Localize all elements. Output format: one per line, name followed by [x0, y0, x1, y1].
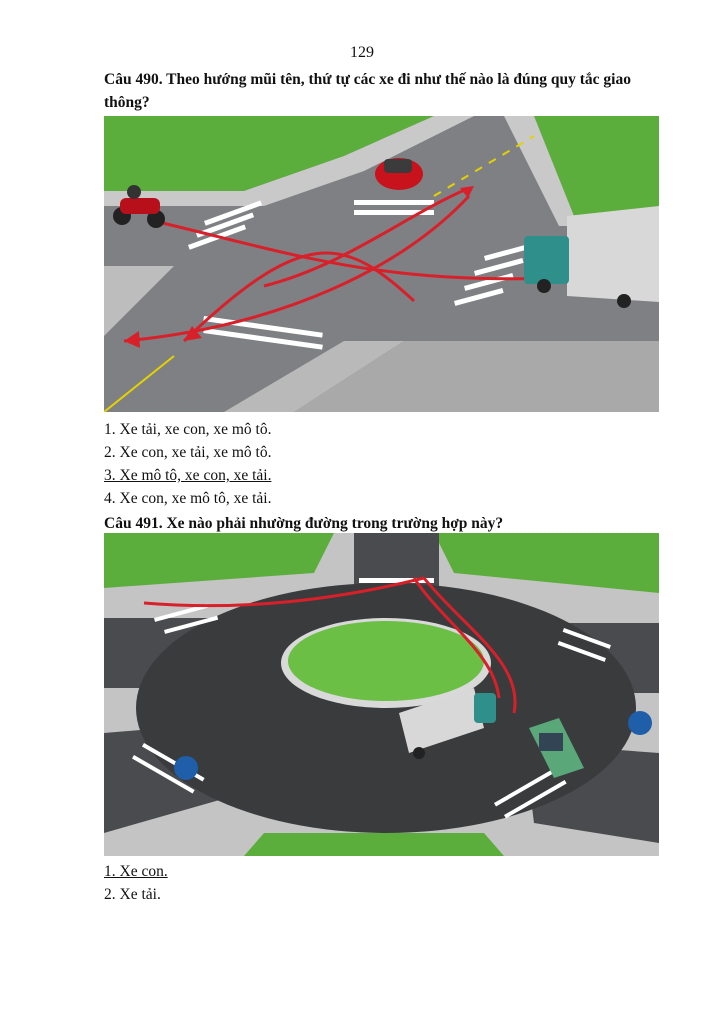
- answer-option[interactable]: 1. Xe tải, xe con, xe mô tô.: [104, 421, 272, 438]
- question-491-figure: [104, 533, 659, 856]
- answer-option-correct[interactable]: 3. Xe mô tô, xe con, xe tải.: [104, 467, 272, 484]
- intersection-illustration: [104, 116, 659, 412]
- answer-option[interactable]: 2. Xe con, xe tải, xe mô tô.: [104, 444, 272, 461]
- question-490-figure: [104, 116, 659, 412]
- question-491-title: Câu 491. Xe nào phải nhường đường trong trường hợp này?: [104, 515, 504, 532]
- page-number: 129: [350, 44, 374, 61]
- answer-option-correct[interactable]: 1. Xe con.: [104, 863, 168, 880]
- roundabout-illustration: [104, 533, 659, 856]
- red-car: [375, 158, 423, 190]
- answer-option[interactable]: 4. Xe con, xe mô tô, xe tải.: [104, 490, 272, 507]
- answer-option[interactable]: 2. Xe tải.: [104, 886, 161, 903]
- question-490-title: Câu 490. Theo hướng mũi tên, thứ tự các xe đi như thế nào là đúng quy tắc giao thông?: [104, 71, 631, 111]
- grass-bottom: [244, 833, 504, 856]
- roundabout-island: [288, 621, 484, 701]
